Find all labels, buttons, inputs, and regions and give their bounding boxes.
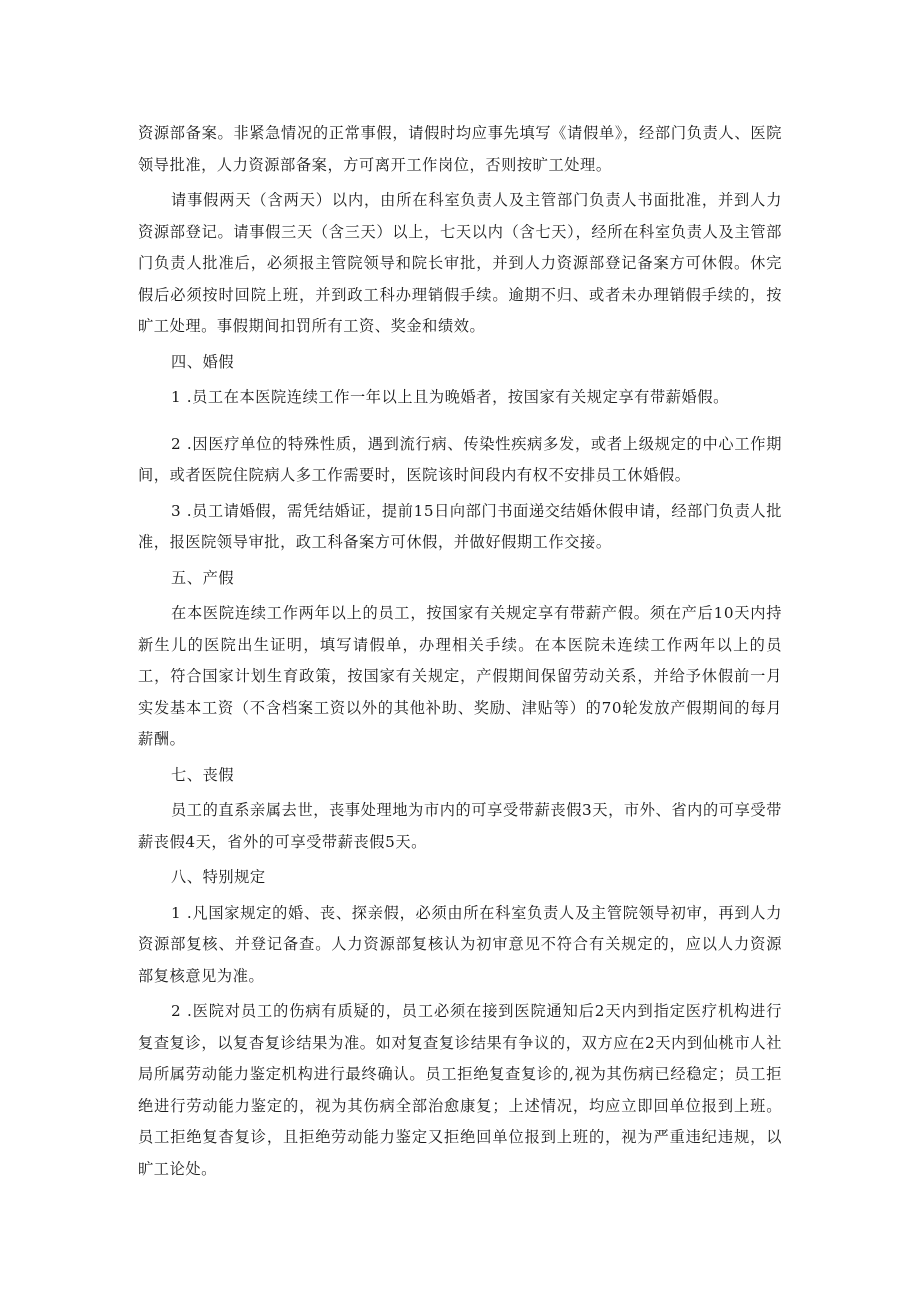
paragraph-personal-leave-rule: 资源部备案。非紧急情况的正常事假，请假时均应事先填写《请假单》，经部门负责人、医院领导批准，人力资源部备案，方可离开工作岗位，否则按旷工处理。 bbox=[138, 124, 782, 174]
special-provision-item-1: 1 .凡国家规定的婚、丧、探亲假，必须由所在科室负责人及主管院领导初审，再到人力资源部复核、并登记备查。人力资源部复核认为初审意见不符合有关规定的，应以人力资源部复核意见为准。 bbox=[138, 903, 782, 985]
heading-special-provisions: 八、特别规定 bbox=[171, 868, 266, 886]
heading-bereavement-leave: 七、丧假 bbox=[171, 765, 235, 784]
marriage-leave-item-1: 1 .员工在本医院连续工作一年以上且为晚婚者，按国家有关规定享有带薪婚假。 bbox=[171, 388, 729, 406]
special-provision-item-2: 2 .医院对员工的伤病有质疑的，员工必须在接到医院通知后2天内到指定医疗机构进行复查复诊，以复杳复诊结果为准。如对复查复诊结果有争议的，双方应在2天内到仙桃市人社局所属劳动能力鉴定机构进行最终确认。员工拒绝复查复诊的,视为其伤病已经稳定；员工拒绝进行劳动能力鉴定的，视为其伤病全部治愈康复；上述情况，均应立即回单位报到上班。员工拒绝复杳复诊，且拒绝劳动能力鉴定又拒绝回单位报到上班的，视为严重违纪违规，以旷工论处。 bbox=[138, 1002, 782, 1178]
paragraph-personal-leave-approval: 请事假两天（含两天）以内，由所在科室负责人及主管部门负责人书面批准，并到人力资源部登记。请事假三天（含三天）以上，七天以内（含七天），经所在科室负责人及主管部门负责人批准后，必须报主管院领导和院长审批，并到人力资源部登记备案方可休假。休完假后必须按时回院上班，并到政工科办理销假手续。逾期不归、或者未办理销假手续的，按旷工处理。事假期间扣罚所有工资、奖金和绩效。 bbox=[138, 191, 782, 335]
paragraph-maternity-leave: 在本医院连续工作两年以上的员工，按国家有关规定享有带薪产假。须在产后10天内持新生儿的医院出生证明，填写请假单，办理相关手续。在本医院未连续工作两年以上的员工，符合国家计划生育政策，按国家有关规定，产假期间保留劳动关系，并给予休假前一月实发基本工资（不含档案工资以外的其他补助、奖励、津贴等）的70轮发放产假期间的每月薪酬。 bbox=[138, 604, 782, 748]
heading-marriage-leave: 四、婚假 bbox=[171, 352, 235, 371]
marriage-leave-item-3: 3 .员工请婚假，需凭结婚证，提前15日向部门书面递交结婚休假申请，经部门负责人批准，报医院领导审批，政工科备案方可休假，并做好假期工作交接。 bbox=[138, 501, 782, 551]
paragraph-bereavement-leave: 员工的直系亲属去世，丧事处理地为市内的可享受带薪丧假3天，市外、省内的可享受带薪丧假4天，省外的可享受带薪丧假5天。 bbox=[138, 801, 782, 851]
marriage-leave-item-2: 2 .因医疗单位的特殊性质，遇到流行病、传染性疾病多发，或者上级规定的中心工作期间，或者医院住院病人多工作需要时，医院该时间段内有权不安排员工休婚假。 bbox=[138, 434, 782, 484]
heading-maternity-leave: 五、产假 bbox=[171, 568, 235, 587]
